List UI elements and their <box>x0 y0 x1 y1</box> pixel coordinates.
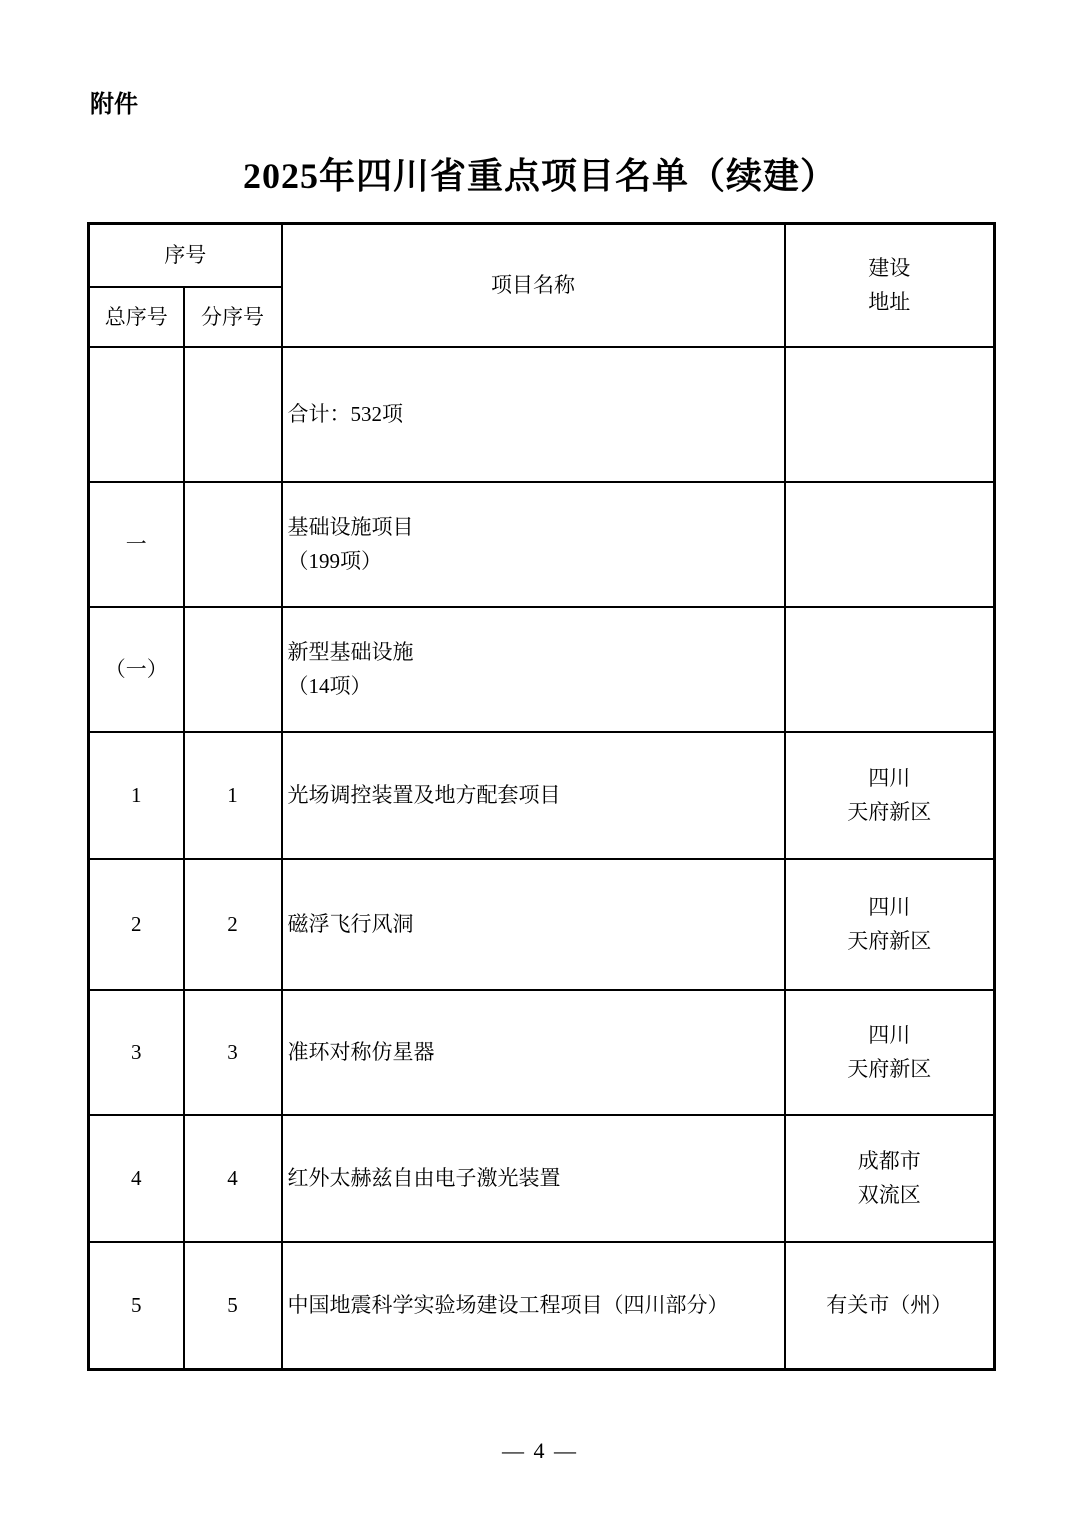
text-line: 准环对称仿星器 <box>287 1040 435 1064</box>
cell-serial-total: 1 <box>89 732 184 859</box>
header-serial-total: 总序号 <box>89 287 184 347</box>
cell-serial-sub <box>184 607 282 732</box>
cell-serial-sub <box>184 347 282 482</box>
header-row-1 <box>89 224 995 287</box>
text-line: （14项） <box>287 674 372 698</box>
text-line: 基础设施项目 <box>287 515 414 539</box>
table-row <box>89 732 995 859</box>
table-row <box>89 607 995 732</box>
text-line: 天府新区 <box>847 800 932 824</box>
text-line: 中国地震科学实验场建设工程项目（四川部分） <box>287 1293 729 1318</box>
table-row <box>89 1242 995 1370</box>
text-line: 合计：532项 <box>287 402 403 426</box>
text-line: 四川 <box>868 1023 911 1047</box>
cell-serial-total <box>89 347 184 482</box>
text-line: 红外太赫兹自由电子激光装置 <box>287 1166 561 1190</box>
text-line: 光场调控装置及地方配套项目 <box>287 783 561 807</box>
cell-serial-sub: 3 <box>184 990 282 1115</box>
text-line: 天府新区 <box>847 1057 932 1081</box>
cell-location <box>785 990 995 1115</box>
header-project-name: 项目名称 <box>282 224 785 347</box>
cell-location <box>785 607 995 732</box>
cell-location <box>785 1242 995 1370</box>
cell-project-name <box>282 482 785 607</box>
cell-location <box>785 347 995 482</box>
cell-project-name <box>282 607 785 732</box>
header-serial-sub: 分序号 <box>184 287 282 347</box>
table-row <box>89 347 995 482</box>
cell-serial-total: 5 <box>89 1242 184 1370</box>
cell-location <box>785 1115 995 1242</box>
cell-serial-total: 3 <box>89 990 184 1115</box>
header-location <box>785 224 995 347</box>
text-line: （199项） <box>287 549 382 573</box>
header-location-line2: 地址 <box>868 290 911 315</box>
cell-project-name <box>282 1242 785 1370</box>
cell-location <box>785 482 995 607</box>
header-serial-group: 序号 <box>89 224 282 287</box>
table-row <box>89 482 995 607</box>
cell-serial-sub: 4 <box>184 1115 282 1242</box>
text-line: 成都市 <box>857 1149 921 1173</box>
cell-serial-sub: 2 <box>184 859 282 990</box>
table-row <box>89 1115 995 1242</box>
cell-project-name <box>282 1115 785 1242</box>
text-line: 有关市（州） <box>826 1293 953 1318</box>
table-row <box>89 859 995 990</box>
cell-serial-sub: 1 <box>184 732 282 859</box>
cell-serial-sub: 5 <box>184 1242 282 1370</box>
cell-serial-total: 4 <box>89 1115 184 1242</box>
cell-location <box>785 732 995 859</box>
text-line: 新型基础设施 <box>287 640 414 664</box>
text-line: 磁浮飞行风洞 <box>287 912 414 936</box>
cell-serial-sub <box>184 482 282 607</box>
text-line: 四川 <box>868 895 911 919</box>
table-body <box>89 347 995 1370</box>
cell-serial-total: 一 <box>89 482 184 607</box>
cell-serial-total: （一） <box>89 607 184 732</box>
table-row <box>89 990 995 1115</box>
attachment-label: 附件 <box>90 91 138 118</box>
page-title: 2025年四川省重点项目名单（续建） <box>242 156 837 196</box>
cell-project-name <box>282 732 785 859</box>
cell-project-name <box>282 347 785 482</box>
cell-project-name <box>282 859 785 990</box>
projects-table <box>87 222 996 1371</box>
cell-serial-total: 2 <box>89 859 184 990</box>
page-number: — 4 — <box>502 1438 578 1463</box>
text-line: 四川 <box>868 766 911 790</box>
table-header <box>89 224 995 347</box>
cell-project-name <box>282 990 785 1115</box>
text-line: 天府新区 <box>847 929 932 953</box>
cell-location <box>785 859 995 990</box>
header-location-line1: 建设 <box>868 256 911 281</box>
text-line: 双流区 <box>857 1183 921 1207</box>
